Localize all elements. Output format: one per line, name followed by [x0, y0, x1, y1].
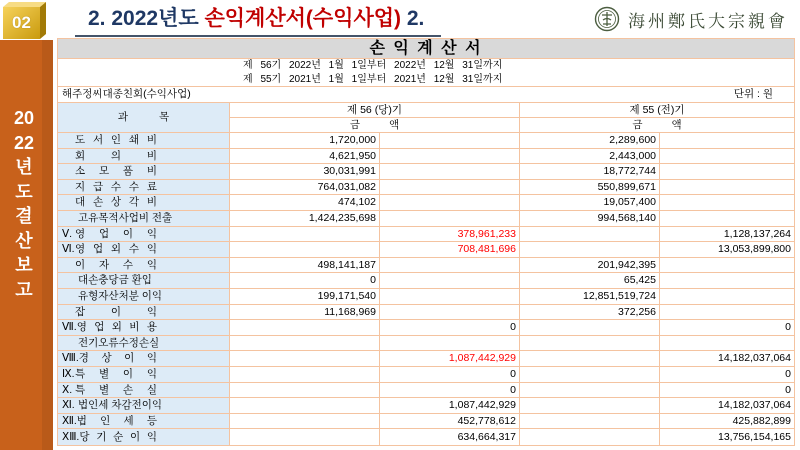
account-subject-cell: [58, 133, 230, 148]
prior-total-amount: [660, 180, 794, 195]
current-total-amount: [380, 398, 520, 413]
account-subject: [62, 275, 152, 286]
prior-total-amount: [660, 258, 794, 273]
table-row: [58, 367, 794, 383]
account-label: 당 기 순 이 익: [79, 430, 157, 443]
current-total-amount: [380, 414, 520, 429]
current-detail-amount: [230, 289, 380, 304]
table-row: [58, 273, 794, 289]
account-label: 대 손 상 각 비: [75, 196, 157, 209]
organization-logo: [594, 5, 788, 33]
account-subject: [62, 416, 157, 427]
section-numeral: Ⅵ.: [62, 243, 75, 256]
account-subject-cell: [58, 305, 230, 320]
current-total-amount: [380, 351, 520, 366]
prior-detail-amount: [520, 320, 660, 335]
account-label: 소 모 품 비: [75, 165, 157, 178]
current-detail-amount: [230, 320, 380, 335]
current-total-amount: [380, 211, 520, 226]
side-label-line: 도: [15, 181, 33, 202]
prior-total-amount: [660, 429, 794, 445]
current-total-amount: [380, 305, 520, 320]
amount-value: 1,087,442,929: [448, 399, 516, 412]
account-subject-cell: [58, 398, 230, 413]
account-label: 잡 이 익: [75, 305, 157, 318]
amount-value: 1,087,442,929: [448, 352, 516, 365]
account-subject: [62, 400, 162, 411]
amount-value: 994,568,140: [597, 212, 656, 225]
account-subject: [62, 229, 157, 240]
prior-detail-amount: [520, 211, 660, 226]
amount-value: 1,720,000: [329, 134, 376, 147]
account-label: 영 업 외 비 용: [76, 321, 157, 334]
account-subject-cell: [58, 320, 230, 335]
account-subject-cell: [58, 429, 230, 445]
prior-total-amount: [660, 211, 794, 226]
column-header-prior-amount: 금 액: [632, 118, 682, 131]
amount-value: 550,899,671: [597, 180, 656, 193]
section-numeral: Ⅺ.: [62, 399, 75, 412]
current-detail-amount: [230, 367, 380, 382]
prior-total-amount: [660, 164, 794, 179]
amount-value: 1,128,137,264: [723, 227, 791, 240]
amount-value: 14,182,037,064: [718, 352, 791, 365]
prior-detail-amount: [520, 305, 660, 320]
account-subject: [62, 385, 157, 396]
prior-detail-amount: [520, 149, 660, 164]
column-header-subject: 과 목: [58, 103, 230, 132]
column-header-prior-period: 제 55 (전)기: [520, 103, 794, 118]
prior-total-amount: [660, 149, 794, 164]
table-row: [58, 149, 794, 165]
section-numeral: Ⅴ.: [62, 227, 73, 240]
current-detail-amount: [230, 180, 380, 195]
table-row: [58, 227, 794, 243]
period-prior: 제 55기 2021년 1월 1일부터 2021년 12월 31일까지: [58, 73, 794, 87]
table-row: [58, 383, 794, 399]
amount-value: 18,772,744: [603, 165, 656, 178]
account-label: 유형자산처분 이익: [78, 289, 163, 302]
period-current: 제 56기 2022년 1월 1일부터 2022년 12월 31일까지: [243, 60, 503, 71]
section-numeral: Ⅸ.: [62, 367, 75, 380]
table-row: [58, 351, 794, 367]
amount-value: 0: [510, 321, 516, 334]
side-banner: [0, 40, 53, 450]
table-row: [58, 305, 794, 321]
account-subject: [62, 135, 157, 146]
current-total-amount: [380, 133, 520, 148]
amount-value: 199,171,540: [317, 289, 376, 302]
current-total-amount: [380, 273, 520, 288]
amount-value: 0: [510, 383, 516, 396]
amount-value: 0: [370, 274, 376, 287]
current-detail-amount: [230, 273, 380, 288]
account-subject: [62, 166, 157, 177]
account-label: 도 서 인 쇄 비: [75, 134, 157, 147]
account-subject-cell: [58, 289, 230, 304]
table-row: [58, 258, 794, 274]
table-row: [58, 133, 794, 149]
table-row: [58, 398, 794, 414]
prior-detail-amount: [520, 195, 660, 210]
current-detail-amount: [230, 242, 380, 257]
amount-value: 1,424,235,698: [308, 212, 376, 225]
account-subject: [62, 260, 157, 271]
current-detail-amount: [230, 227, 380, 242]
prior-total-amount: [660, 195, 794, 210]
table-body: [58, 133, 794, 445]
amount-value: 0: [510, 367, 516, 380]
account-subject-cell: [58, 180, 230, 195]
side-label-line: 22: [13, 132, 35, 153]
account-label: 특 별 이 익: [75, 367, 157, 380]
amount-value: 452,778,612: [457, 414, 516, 427]
table-row: [58, 211, 794, 227]
amount-value: 425,882,899: [732, 414, 791, 427]
account-label: 영 업 외 수 익: [75, 243, 157, 256]
amount-value: 201,942,395: [597, 258, 656, 271]
prior-detail-amount: [520, 227, 660, 242]
amount-value: 0: [785, 321, 791, 334]
current-detail-amount: [230, 133, 380, 148]
title-underline: [75, 35, 441, 37]
prior-total-amount: [660, 414, 794, 429]
title-highlight: 손익계산서(수익사업): [204, 7, 402, 30]
prior-total-amount: [660, 289, 794, 304]
amount-value: 0: [785, 383, 791, 396]
account-label: 지 급 수 수 료: [75, 180, 157, 193]
table-row: [58, 195, 794, 211]
title-prefix: 2. 2022년도: [88, 7, 205, 30]
prior-detail-amount: [520, 242, 660, 257]
current-detail-amount: [230, 336, 380, 351]
amount-value: 474,102: [338, 196, 376, 209]
title-suffix: 2.: [401, 7, 425, 30]
account-subject: [62, 338, 159, 349]
prior-detail-amount: [520, 180, 660, 195]
prior-detail-amount: [520, 429, 660, 445]
side-banner-text: [0, 106, 48, 302]
prior-total-amount: [660, 227, 794, 242]
column-header-current-amount: 금 액: [230, 118, 520, 132]
current-total-amount: [380, 367, 520, 382]
current-total-amount: [380, 195, 520, 210]
account-subject: [62, 353, 157, 364]
logo-text: 海州鄭氏大宗親會: [628, 11, 788, 32]
account-subject-cell: [58, 273, 230, 288]
current-detail-amount: [230, 429, 380, 445]
current-detail-amount: [230, 383, 380, 398]
column-header-current-period: 제 56 (당)기: [230, 103, 520, 118]
current-total-amount: [380, 429, 520, 445]
current-total-amount: [380, 336, 520, 351]
account-label: 회 의 비: [75, 149, 157, 162]
account-subject-cell: [58, 164, 230, 179]
table-row: [58, 242, 794, 258]
current-detail-amount: [230, 164, 380, 179]
account-label: 법 인 세 등: [76, 414, 157, 427]
prior-detail-amount: [520, 351, 660, 366]
amount-value: 12,851,519,724: [583, 289, 656, 302]
account-subject-cell: [58, 383, 230, 398]
table-row: [58, 320, 794, 336]
table-row: [58, 429, 794, 445]
unit-label: 단위 : 원: [733, 88, 773, 101]
amount-value: 19,057,400: [603, 196, 656, 209]
statement-title: 손 익 계 산 서: [58, 39, 794, 59]
current-detail-amount: [230, 398, 380, 413]
account-label: 영 업 이 익: [75, 227, 157, 240]
current-total-amount: [380, 227, 520, 242]
amount-value: 708,481,696: [457, 243, 516, 256]
prior-total-amount: [660, 305, 794, 320]
amount-value: 30,031,991: [323, 165, 376, 178]
account-subject: [62, 213, 172, 224]
prior-detail-amount: [520, 258, 660, 273]
amount-value: 2,443,000: [609, 149, 656, 162]
entity-name: 해주정씨대종친회(수익사업): [62, 88, 191, 101]
prior-total-amount: [660, 383, 794, 398]
current-detail-amount: [230, 149, 380, 164]
prior-detail-amount: [520, 133, 660, 148]
current-total-amount: [380, 180, 520, 195]
table-row: [58, 164, 794, 180]
prior-detail-amount: [520, 289, 660, 304]
page-title: [88, 6, 424, 32]
emblem-icon: [594, 6, 620, 32]
account-label: 대손충당금 환입: [78, 274, 152, 287]
account-subject-cell: [58, 258, 230, 273]
account-label: 전기오류수정손실: [78, 336, 160, 349]
account-label: 특 별 손 실: [75, 383, 157, 396]
prior-detail-amount: [520, 336, 660, 351]
account-subject-cell: [58, 414, 230, 429]
prior-detail-amount: [520, 383, 660, 398]
prior-detail-amount: [520, 367, 660, 382]
amount-value: 764,031,082: [317, 180, 376, 193]
amount-value: 13,756,154,165: [718, 430, 791, 443]
side-label-line: 보: [15, 255, 33, 275]
table-row: [58, 336, 794, 352]
side-label-line: 산: [15, 230, 33, 251]
current-detail-amount: [230, 211, 380, 226]
account-label: 고유목적사업비 전출: [78, 212, 173, 225]
amount-value: 372,256: [618, 305, 656, 318]
prior-total-amount: [660, 351, 794, 366]
account-subject-cell: [58, 367, 230, 382]
prior-detail-amount: [520, 164, 660, 179]
account-subject: [62, 291, 162, 302]
current-total-amount: [380, 383, 520, 398]
amount-value: 498,141,187: [317, 258, 376, 271]
current-total-amount: [380, 164, 520, 179]
current-total-amount: [380, 242, 520, 257]
table-row: [58, 289, 794, 305]
account-subject: [62, 432, 157, 443]
amount-value: 11,168,969: [324, 305, 376, 318]
account-subject: [62, 307, 157, 318]
section-numeral: Ⅶ.: [62, 321, 77, 334]
prior-total-amount: [660, 336, 794, 351]
amount-value: 65,425: [623, 274, 656, 287]
account-subject-cell: [58, 336, 230, 351]
current-detail-amount: [230, 414, 380, 429]
table-row: [58, 414, 794, 430]
section-numeral: ⅩⅢ.: [62, 430, 80, 443]
table-row: [58, 180, 794, 196]
account-label: 이 자 수 익: [75, 258, 157, 271]
section-numeral: Ⅷ.: [62, 352, 79, 365]
account-subject: [62, 197, 157, 208]
account-subject-cell: [58, 211, 230, 226]
account-subject: [62, 182, 157, 193]
account-subject: [62, 369, 157, 380]
prior-total-amount: [660, 398, 794, 413]
prior-total-amount: [660, 133, 794, 148]
current-total-amount: [380, 320, 520, 335]
section-number: 02: [12, 13, 31, 32]
account-subject-cell: [58, 149, 230, 164]
side-label-line: 20: [13, 108, 35, 128]
current-total-amount: [380, 289, 520, 304]
current-detail-amount: [230, 305, 380, 320]
section-numeral: Ⅻ.: [62, 414, 77, 427]
account-subject: [62, 322, 157, 333]
amount-value: 378,961,233: [457, 227, 516, 240]
prior-total-amount: [660, 242, 794, 257]
amount-value: 634,664,317: [457, 430, 516, 443]
side-label-line: 결: [15, 206, 33, 226]
account-subject: [62, 244, 157, 255]
side-label-line: 고: [15, 279, 33, 300]
entity-row: [58, 87, 794, 103]
amount-value: 2,289,600: [609, 134, 656, 147]
account-subject-cell: [58, 227, 230, 242]
account-label: 법인세 차감전이익: [78, 399, 163, 412]
prior-detail-amount: [520, 414, 660, 429]
section-numeral: Ⅹ.: [62, 383, 73, 396]
amount-value: 4,621,950: [329, 149, 376, 162]
side-label-line: 년: [15, 157, 33, 177]
prior-total-amount: [660, 320, 794, 335]
prior-detail-amount: [520, 273, 660, 288]
current-detail-amount: [230, 351, 380, 366]
account-subject: [62, 151, 157, 162]
current-total-amount: [380, 149, 520, 164]
prior-detail-amount: [520, 398, 660, 413]
account-subject-cell: [58, 242, 230, 257]
table-header: [58, 103, 794, 133]
amount-value: 13,053,899,800: [718, 243, 791, 256]
prior-total-amount: [660, 367, 794, 382]
account-label: 경 상 이 익: [78, 352, 157, 365]
account-subject-cell: [58, 351, 230, 366]
prior-total-amount: [660, 273, 794, 288]
current-total-amount: [380, 258, 520, 273]
income-statement-table: [57, 38, 795, 446]
amount-value: 0: [785, 367, 791, 380]
current-detail-amount: [230, 258, 380, 273]
account-subject-cell: [58, 195, 230, 210]
current-detail-amount: [230, 195, 380, 210]
amount-value: 14,182,037,064: [718, 399, 791, 412]
